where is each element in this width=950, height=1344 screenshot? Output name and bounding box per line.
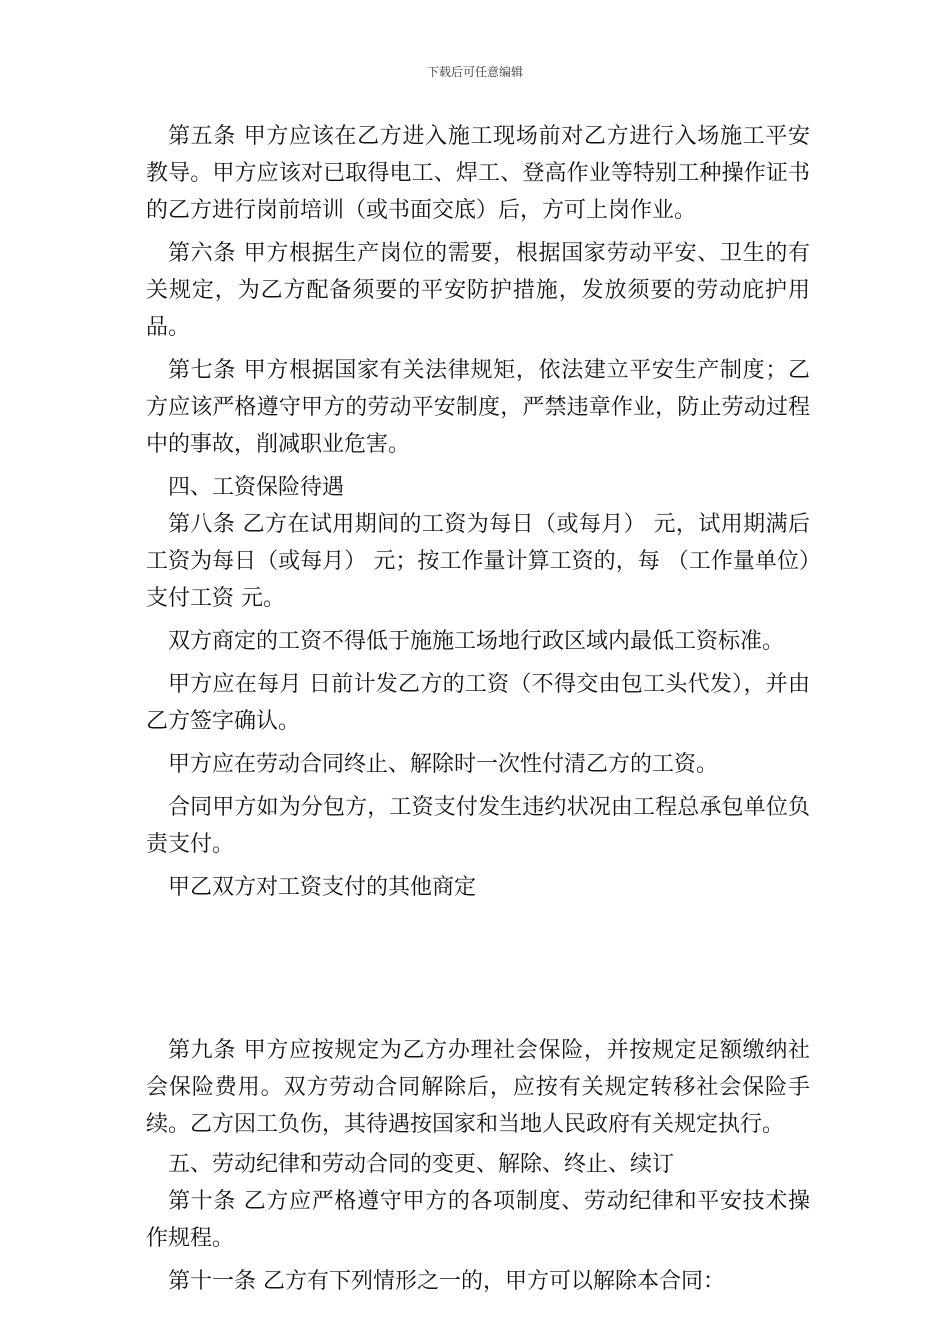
paragraph-pay-date: 甲方应在每月 日前计发乙方的工资（不得交由包工头代发），并由乙方签字确认。 <box>146 672 810 734</box>
paragraph-min-wage: 双方商定的工资不得低于施施工场地行政区域内最低工资标准。 <box>168 629 785 654</box>
article-5: 第五条 甲方应该在乙方进入施工现场前对乙方进行入场施工平安教导。甲方应该对已取得电工、焊工、登高作业等特别工种操作证书的乙方进行岗前培训（或书面交底）后，方可上岗作业。 <box>146 124 810 223</box>
article-7: 第七条 甲方根据国家有关法律规矩，依法建立平安生产制度；乙方应该严格遵守甲方的劳动平安制度，严禁违章作业，防止劳动过程中的事故，削减职业危害。 <box>146 358 810 457</box>
article-8: 第八条 乙方在试用期间的工资为每日（或每月） 元，试用期满后工资为每日（或每月） 元；按工作量计算工资的，每 （工作量单位）支付工资 元。 <box>146 512 810 611</box>
document-body <box>146 118 810 1300</box>
section-heading-4: 四、工资保险待遇 <box>168 475 345 500</box>
article-9: 第九条 甲方应按规定为乙方办理社会保险，并按规定足额缴纳社会保险费用。双方劳动合同解除后，应按有关规定转移社会保险手续。乙方因工负伤，其待遇按国家和当地人民政府有关规定执行。 <box>146 1038 810 1137</box>
article-11: 第十一条 乙方有下列情形之一的，甲方可以解除本合同： <box>168 1269 725 1294</box>
paragraph-other-agreements: 甲乙双方对工资支付的其他商定 <box>168 875 477 900</box>
paragraph-final-pay: 甲方应在劳动合同终止、解除时一次性付清乙方的工资。 <box>168 752 719 777</box>
blank-space <box>146 906 810 1032</box>
paragraph-subcontractor: 合同甲方如为分包方，工资支付发生违约状况由工程总承包单位负责支付。 <box>146 795 810 857</box>
section-heading-5: 五、劳动纪律和劳动合同的变更、解除、终止、续订 <box>168 1152 675 1177</box>
page-header-note: 下载后可任意编辑 <box>426 65 523 79</box>
article-6: 第六条 甲方根据生产岗位的需要，根据国家劳动平安、卫生的有关规定，为乙方配备须要的平安防护措施，发放须要的劳动庇护用品。 <box>146 241 810 340</box>
article-10: 第十条 乙方应严格遵守甲方的各项制度、劳动纪律和平安技术操作规程。 <box>146 1189 810 1251</box>
